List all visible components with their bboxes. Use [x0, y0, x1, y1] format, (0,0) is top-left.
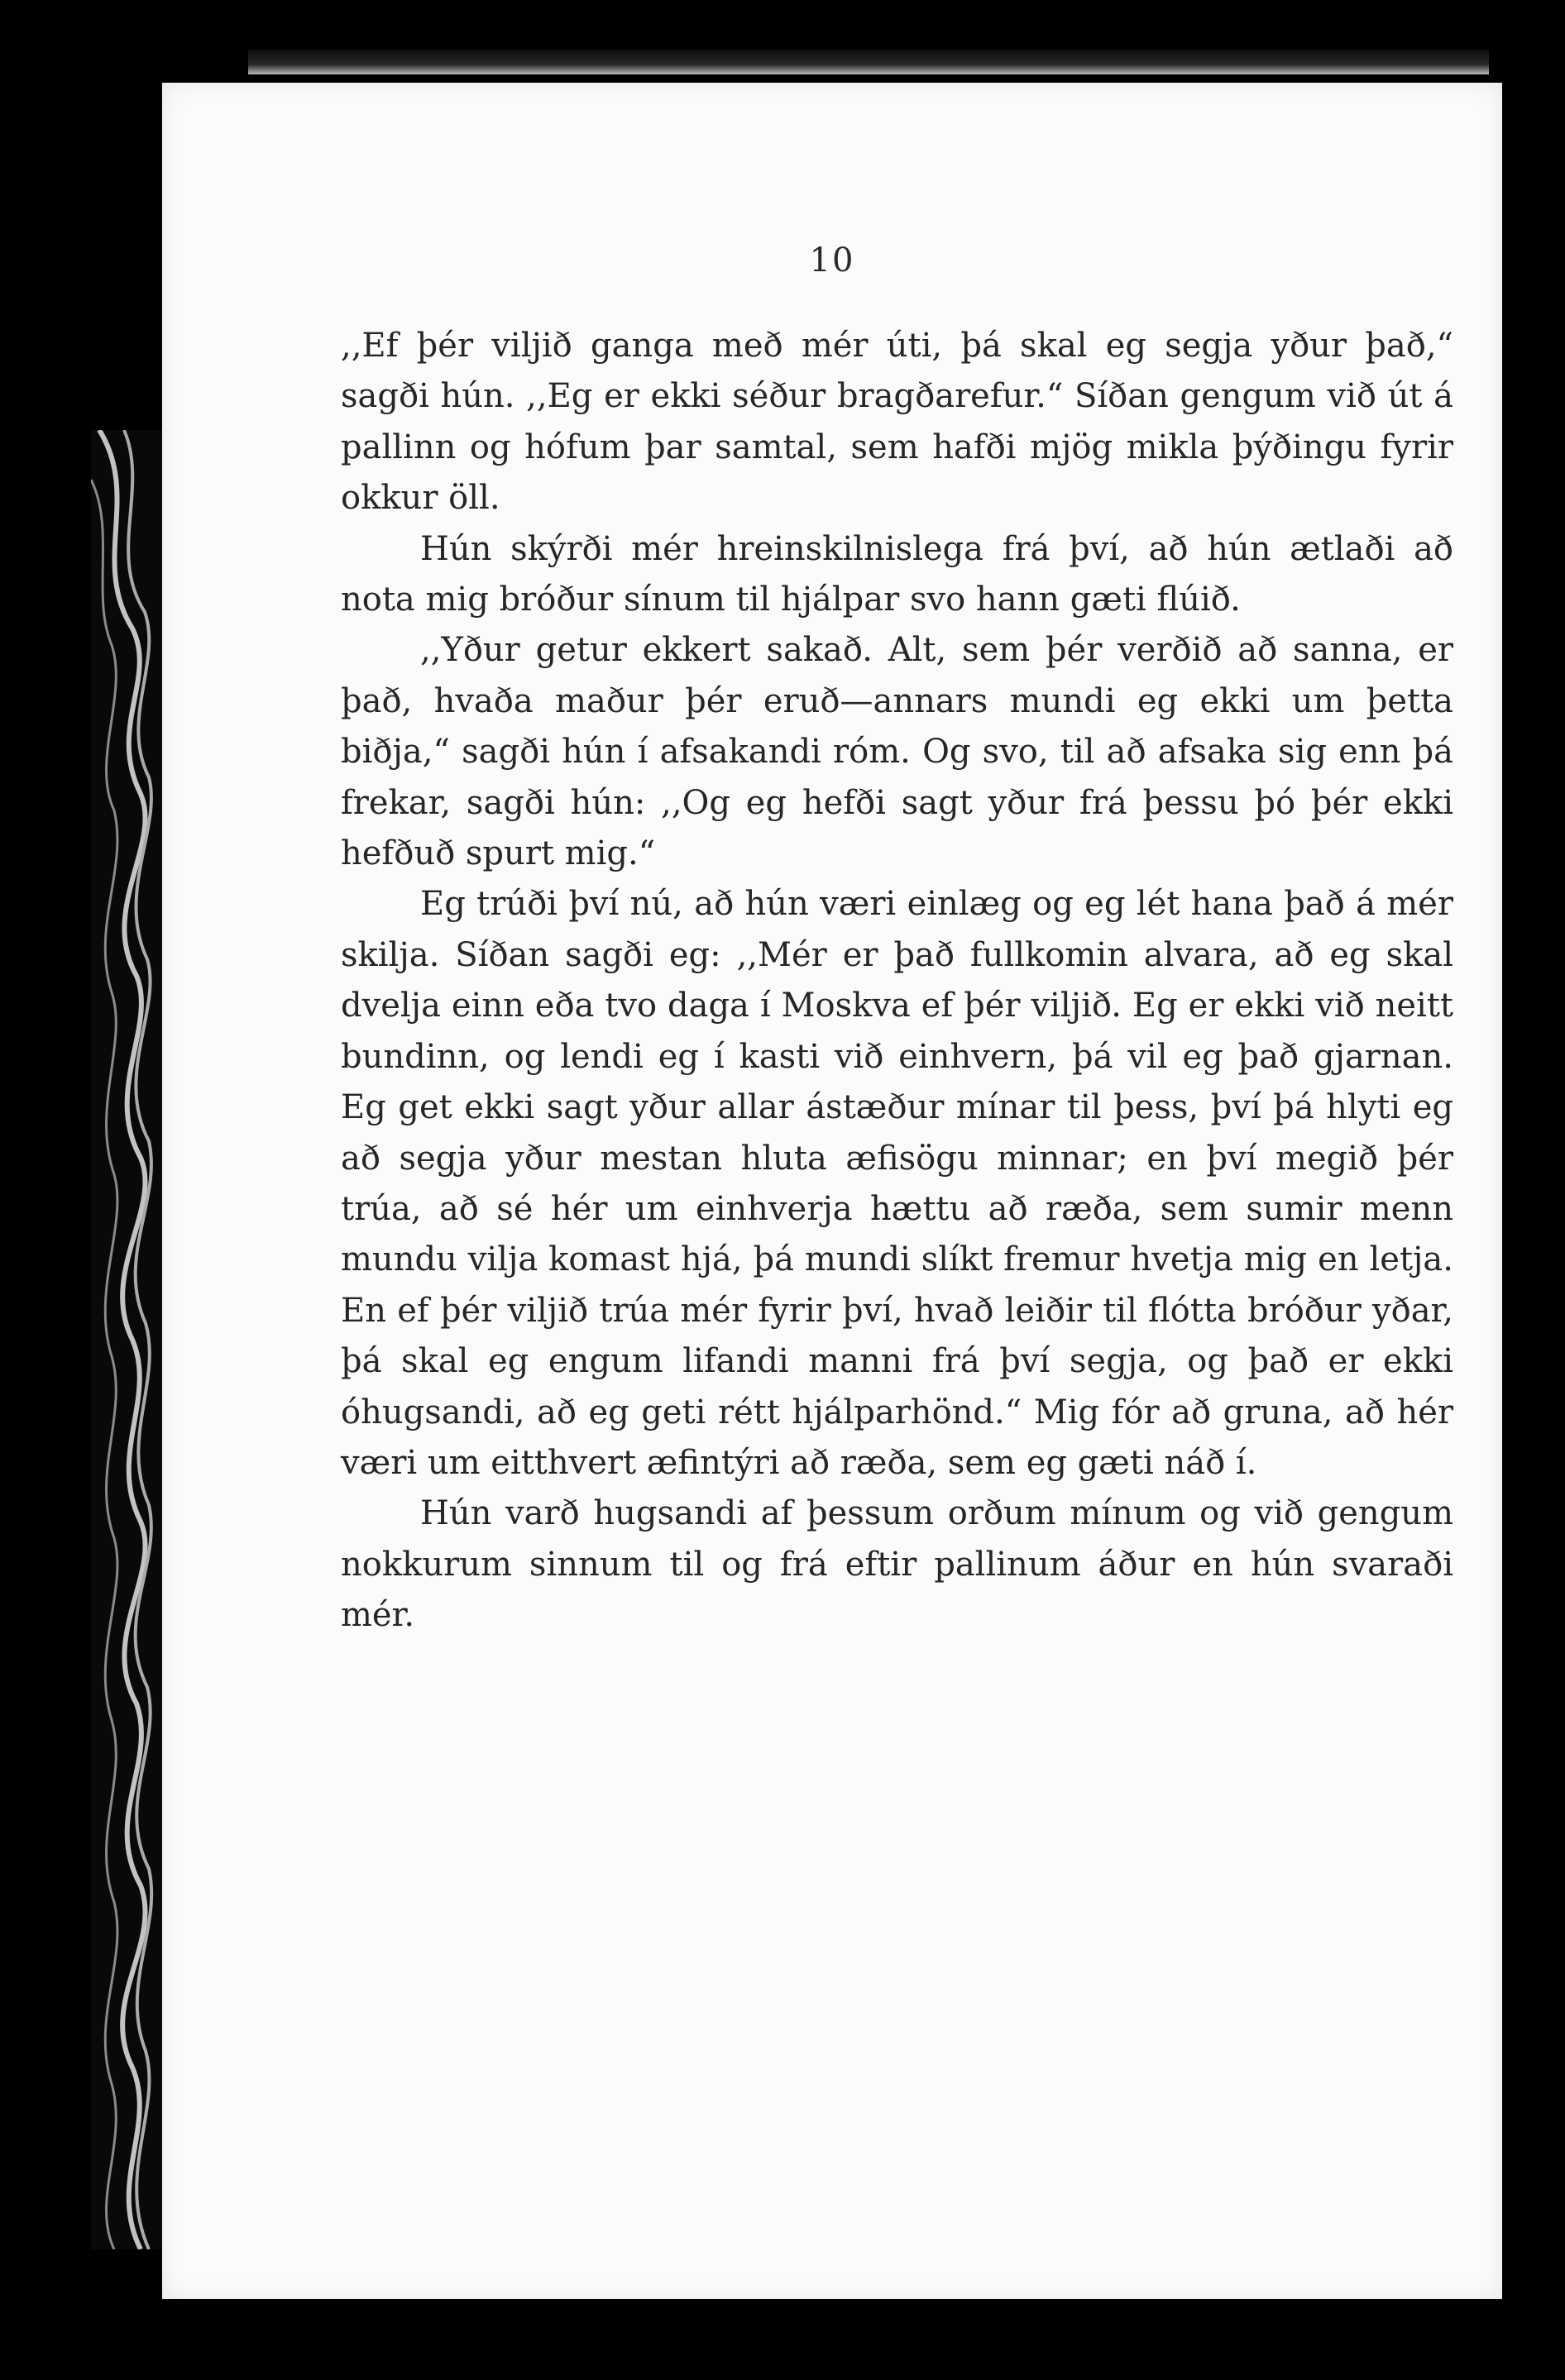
paragraph: ,,Ef þér viljið ganga með mér úti, þá skal eg segja yður það,“ sagði hún. ,,Eg er ekki séður bragðarefur.“ Síðan gengum við út á pallinn og hófum þar samtal, sem hafði mjög mikla þýðingu fyrir okkur öll. [341, 327, 1453, 518]
marbled-endpaper-edge [91, 430, 162, 2249]
paragraph: Hún varð hugsandi af þessum orðum mínum og við gengum nokkurum sinnum til og frá eftir pallinum áður en hún svaraði mér. [341, 1494, 1453, 1635]
body-text [341, 321, 1453, 1642]
page-number: 10 [809, 241, 855, 280]
paragraph: ,,Yður getur ekkert sakað. Alt, sem þér verðið að sanna, er það, hvaða maður þér eruð—annars mundi eg ekki um þetta biðja,“ sagði hún í afsakandi róm. Og svo, til að afsaka sig enn þá frekar, sagði hún: ,,Og eg hefði sagt yður frá þessu þó þér ekki hefðuð spurt mig.“ [341, 631, 1453, 873]
paragraph: Eg trúði því nú, að hún væri einlæg og eg lét hana það á mér skilja. Síðan sagði eg: ,,Mér er það fullkomin alvara, að eg skal dvelja einn eða tvo daga í Moskva ef þér viljið. Eg er ekki við neitt bundinn, og lendi eg í kasti við einhvern, þá vil eg það gjarnan. Eg get ekki sagt yður allar ástæður mínar til þess, því þá hlyti eg að segja yður mestan hluta æfisögu minnar; en því megið þér trúa, að sé hér um einhverja hættu að ræða, sem sumir menn mundu vilja komast hjá, þá mundi slíkt fremur hvetja mig en letja. En ef þér viljið trúa mér fyrir því, hvað leiðir til flótta bróður yðar, þá skal eg engum lifandi manni frá því segja, og það er ekki óhugsandi, að eg geti rétt hjálparhönd.“ Mig fór að gruna, að hér væri um eitthvert æfintýri að ræða, sem eg gæti náð í. [341, 885, 1453, 1482]
scan-top-edge [248, 50, 1489, 74]
paragraph: Hún skýrði mér hreinskilnislega frá því, að hún ætlaði að nota mig bróður sínum til hjálpar svo hann gæti flúið. [341, 529, 1453, 619]
